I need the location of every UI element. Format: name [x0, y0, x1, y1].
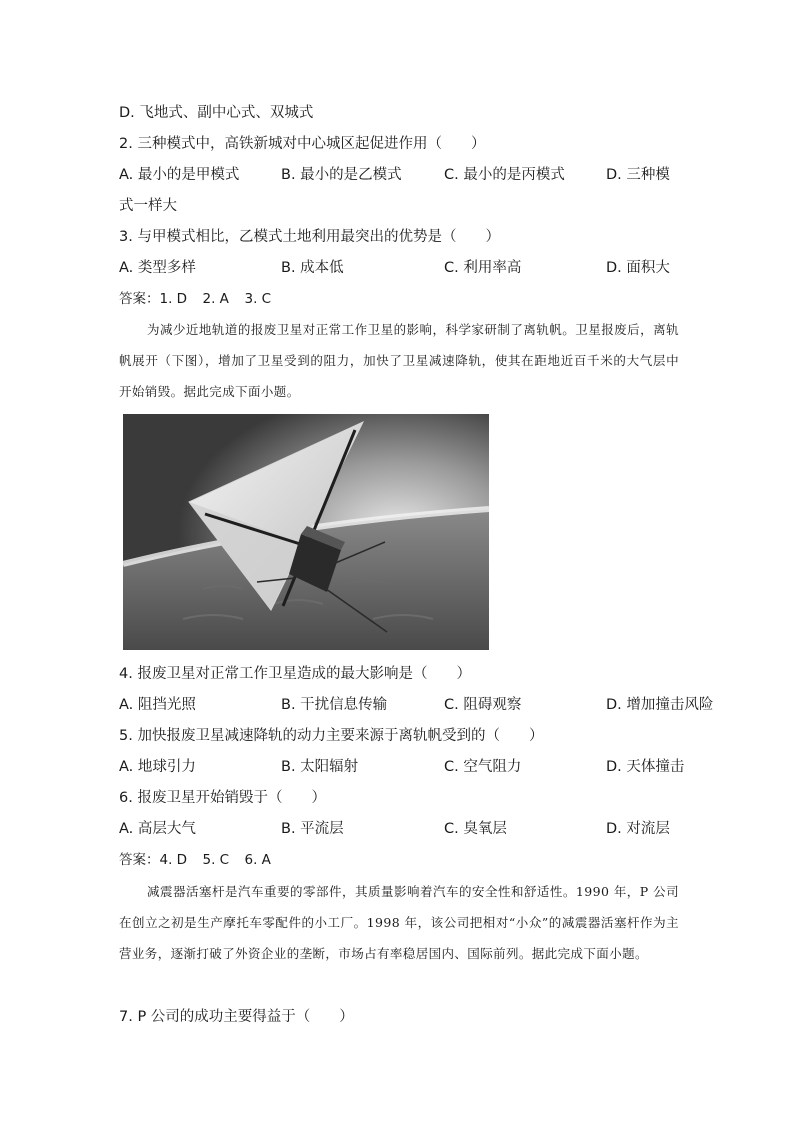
q6-option-c: C. 臭氧层 [444, 821, 507, 837]
q4-option-d: D. 增加撞击风险 [606, 697, 714, 713]
question-5-stem: 5. 加快报废卫星减速降轨的动力主要来源于离轨帆受到的（ ） [119, 728, 544, 744]
q3-option-a: A. 类型多样 [119, 260, 196, 276]
q6-option-d: D. 对流层 [606, 821, 670, 837]
q4-option-b: B. 干扰信息传输 [281, 697, 388, 713]
q1-option-d: D. 飞地式、副中心式、双城式 [119, 105, 314, 121]
answer-item: 4. D [159, 852, 188, 868]
passage-shock-absorber-text: 减震器活塞杆是汽车重要的零部件，其质量影响着汽车的安全性和舒适性。1990 年，P 公司在创立之初是生产摩托车零配件的小工厂。1998 年，该公司把相对“小众”的减震器活塞杆作为主营业务，逐渐打破了外资企业的垄断，市场占有率稳居国内、国际前列。据此完成下面小题。 [119, 884, 679, 961]
q3-option-b: B. 成本低 [281, 260, 344, 276]
q3-option-d: D. 面积大 [606, 260, 670, 276]
question-6-stem: 6. 报废卫星开始销毁于（ ） [119, 790, 326, 806]
question-2-stem: 2. 三种模式中，高铁新城对中心城区起促进作用（ ） [119, 136, 486, 152]
q2-option-d: D. 三种模 [606, 167, 670, 183]
answer-item: 3. C [244, 291, 272, 307]
answer-label: 答案： [119, 291, 160, 307]
q5-option-c: C. 空气阻力 [444, 759, 522, 775]
answer-item: 5. C [202, 852, 230, 868]
q6-option-b: B. 平流层 [281, 821, 344, 837]
q6-option-a: A. 高层大气 [119, 821, 196, 837]
q2-option-a: A. 最小的是甲模式 [119, 167, 240, 183]
answer-item: 2. A [202, 291, 229, 307]
passage-satellite-text: 为减少近地轨道的报废卫星对正常工作卫星的影响，科学家研制了离轨帆。卫星报废后，离轨帆展开（下图），增加了卫星受到的阻力，加快了卫星减速降轨，使其在距地近百千米的大气层中开始销毁。据此完成下面小题。 [119, 322, 679, 399]
deorbit-sail-satellite-image [123, 414, 489, 650]
question-7-stem: 7. P 公司的成功主要得益于（ ） [119, 1009, 354, 1025]
passage-satellite [119, 314, 679, 407]
passage-shock-absorber [119, 876, 679, 969]
answer-key-1 [119, 289, 271, 309]
q5-option-b: B. 太阳辐射 [281, 759, 359, 775]
q5-option-d: D. 天体撞击 [606, 759, 685, 775]
answer-item: 6. A [244, 852, 271, 868]
q4-option-c: C. 阻碍观察 [444, 697, 522, 713]
q3-option-c: C. 利用率高 [444, 260, 522, 276]
question-3-stem: 3. 与甲模式相比，乙模式土地利用最突出的优势是（ ） [119, 229, 500, 245]
q2-option-d-continuation: 式一样大 [119, 198, 177, 214]
answer-label: 答案： [119, 852, 160, 868]
q2-option-c: C. 最小的是丙模式 [444, 167, 565, 183]
q2-option-b: B. 最小的是乙模式 [281, 167, 402, 183]
answer-item: 1. D [159, 291, 188, 307]
answer-key-2 [119, 850, 271, 870]
q4-option-a: A. 阻挡光照 [119, 697, 196, 713]
question-4-stem: 4. 报废卫星对正常工作卫星造成的最大影响是（ ） [119, 666, 471, 682]
q5-option-a: A. 地球引力 [119, 759, 196, 775]
